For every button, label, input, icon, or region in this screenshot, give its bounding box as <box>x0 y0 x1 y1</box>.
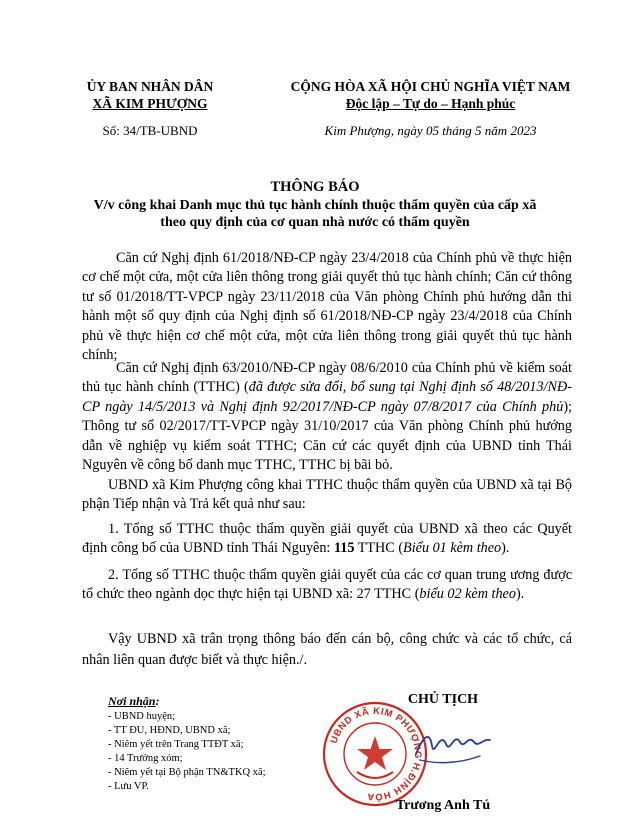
issuer-block <box>62 78 238 112</box>
nation-name: CỘNG HÒA XÃ HỘI CHỦ NGHĨA VIỆT NAM <box>290 79 571 94</box>
item-1-text-b: TTHC ( <box>354 540 404 557</box>
recipient-item: - UBND huyện; <box>108 711 176 722</box>
handwritten-signature <box>410 720 500 770</box>
doc-title: THÔNG BÁO <box>270 179 360 195</box>
list-item-2 <box>82 566 572 605</box>
closing-text: Vậy UBND xã trân trọng thông báo đến cán bộ, công chức và các tổ chức, cá nhân liên quan được biết và thực hiện./. <box>82 631 572 668</box>
issuer-line-2: XÃ KIM PHƯỢNG <box>92 96 208 111</box>
motto <box>258 95 603 112</box>
item-2-italic: biểu 02 kèm theo <box>419 586 516 603</box>
item-1-text-a: 1. Tổng số TTHC thuộc thẩm quyền giải quyết của UBND xã theo các Quyết định công bố của UBND tỉnh Thái Nguyên: <box>82 521 572 557</box>
recipients-colon: : <box>155 694 160 708</box>
list-item-1 <box>82 520 572 559</box>
recipient-item: - Lưu VP. <box>108 781 149 792</box>
doc-number: Số: 34/TB-UBND <box>102 123 198 138</box>
signer-name: Trương Anh Tú <box>395 798 491 813</box>
item-2-text-a: 2. Tổng số TTHC thuộc thẩm quyền giải quyết của các cơ quan trung ương được tổ chức theo ngành dọc thực hiện tại UBND xã: 27 TTHC ( <box>82 567 572 603</box>
recipients-label-text: Nơi nhận <box>108 694 156 708</box>
place-date: Kim Phượng, ngày 05 tháng 5 năm 2023 <box>324 123 537 138</box>
paragraph-3-text: UBND xã Kim Phượng công khai TTHC thuộc thẩm quyền của UBND xã tại Bộ phận Tiếp nhận và Trả kết quả như sau: <box>82 477 572 513</box>
recipients-block <box>108 694 348 794</box>
item-1-text-c: ). <box>501 540 510 557</box>
paragraph-legal-basis-1 <box>82 249 572 365</box>
item-1-count: 115 <box>333 540 355 557</box>
paragraph-2-italic: đã được sửa đổi, bổ sung tại Nghị định số 48/2013/NĐ-CP ngày 14/5/2013 và Nghị định 92/2017/NĐ-CP ngày 07/8/2017 của Chính phủ <box>82 379 572 415</box>
subject-line-2: theo quy định của cơ quan nhà nước có thẩm quyền <box>160 215 470 230</box>
paragraph-legal-basis-2 <box>82 359 572 475</box>
recipient-item: - Niêm yết tại Bộ phận TN&TKQ xã; <box>108 767 266 778</box>
recipient-item: - 14 Trưởng xóm; <box>108 753 183 764</box>
paragraph-2-text-a: Căn cứ Nghị định 63/2010/NĐ-CP ngày 08/6/2010 của Chính phủ về kiểm soát thủ tục hành chính (TTHC) ( <box>82 360 572 396</box>
item-2-text-b: ). <box>515 586 525 603</box>
motto-text: Độc lập – Tự do – Hạnh phúc <box>345 96 516 111</box>
recipients-label <box>108 694 348 709</box>
seal-star <box>357 736 393 770</box>
recipient-item: - TT ĐU, HĐND, UBND xã; <box>108 725 231 736</box>
item-1-italic: Biểu 01 kèm theo <box>403 540 502 557</box>
paragraph-closing <box>82 629 572 671</box>
doc-subject <box>40 197 590 231</box>
issuer-line-1: ỦY BAN NHÂN DÂN <box>86 79 214 94</box>
paragraph-2-text-b: ); Thông tư số 02/2017/TT-VPCP ngày 31/10/2017 của Văn phòng Chính phủ hướng dẫn về nghiệp vụ kiểm soát TTHC; Căn cứ các quyết định của UBND tỉnh Thái Nguyên về công bố danh mục TTHC, TTHC bị bãi bỏ. <box>82 398 572 474</box>
paragraph-announcement <box>82 476 572 515</box>
signer-title: CHỦ TỊCH <box>407 692 479 707</box>
national-motto-block <box>258 78 603 112</box>
subject-line-1: V/v công khai Danh mục thủ tục hành chính thuộc thẩm quyền của cấp xã <box>93 198 537 213</box>
paragraph-1-text: Căn cứ Nghị định 61/2018/NĐ-CP ngày 23/4/2018 của Chính phủ về thực hiện cơ chế một cửa, một cửa liên thông trong giải quyết thủ tục hành chính; Căn cứ thông tư số 01/2018/TT-VPCP ngày 23/11/2018 của Văn phòng Chính phủ hướng dẫn thi hành một số quy định của Nghị định số 61/2018/NĐ-CP ngày 23/4/2018 của Chính phủ về thực hiện cơ chế một cửa, một cửa liên thông trong giải quyết thủ tục hành chính; <box>82 250 572 364</box>
seal-ring-text: UBND XÃ KIM PHƯỢNG H.ĐỊNH HÓA <box>328 705 424 803</box>
recipient-item: - Niêm yết trên Trang TTĐT xã; <box>108 739 244 750</box>
